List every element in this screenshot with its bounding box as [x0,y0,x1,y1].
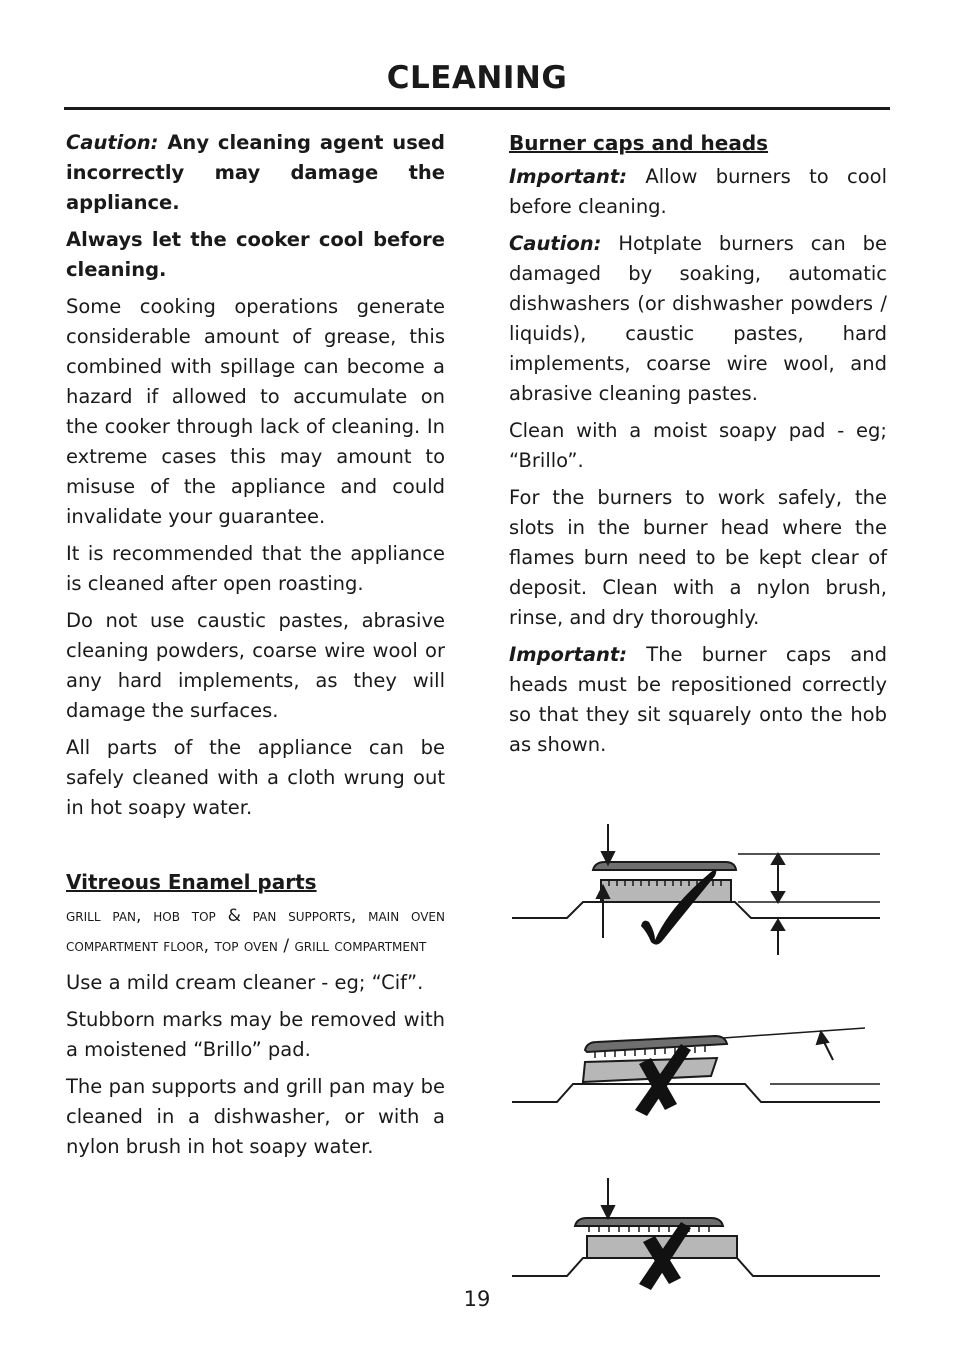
arrow-down-icon [772,892,784,902]
stubborn-marks-paragraph: Stubborn marks may be removed with a moistened “Brillo” pad. [66,1008,445,1061]
important-cool-paragraph [509,162,887,222]
caution-damage-paragraph [509,229,887,409]
left-column [66,128,445,1169]
burner-diagram-offset [505,1172,885,1292]
caution-text: Any cleaning agent used incorrectly may damage the appliance. [66,131,445,214]
important-label: Important: [509,643,628,666]
important-cool-text: Allow burners to cool before cleaning. [509,165,887,218]
grease-paragraph: Some cooking operations generate considerable amount of grease, this combined with spillage can become a hazard if allowed to accumulate on the cooker through lack of cleaning. In extreme cases this may amount to misuse of the appliance and could invalidate your guarantee. [66,295,445,528]
title-divider [64,107,890,110]
reposition-paragraph [509,640,887,760]
arrow-down-icon [602,1206,614,1218]
caution-damage-text: Hotplate burners can be damaged by soaking, automatic dishwashers (or dishwasher powders / liquids), caustic pastes, hard implements, coarse wire wool, and abrasive cleaning pastes. [509,232,887,405]
burner-heading: Burner caps and heads [509,131,769,155]
section-spacer [66,830,445,867]
hob-surface-line [512,1258,880,1276]
slots-paragraph: For the burners to work safely, the slots in the burner head where the flames burn need to be kept clear of deposit. Clean with a nylon brush, rinse, and dry thoroughly. [509,486,887,629]
reposition-text: The burner caps and heads must be repositioned correctly so that they sit squarely onto the hob as shown. [509,643,887,756]
cream-cleaner-paragraph: Use a mild cream cleaner - eg; “Cif”. [66,971,424,994]
vitreous-parts-list: grill pan, hob top & pan supports, main oven compartment floor, top oven / grill compartment [66,906,445,956]
important-label: Important: [509,165,628,188]
burner-cap [593,862,736,870]
arrow-up-icon [772,920,784,930]
caution-label: Caution: [66,131,159,154]
caution-label: Caution: [509,232,602,255]
caution-paragraph [66,128,445,218]
moist-pad-paragraph: Clean with a moist soapy pad - eg; “Brillo”. [509,419,887,472]
arrow-up-icon [817,1032,828,1044]
burner-cap [575,1218,723,1226]
burner-diagram-correct [505,818,885,958]
roasting-paragraph: It is recommended that the appliance is cleaned after open roasting. [66,542,445,595]
page-number: 19 [463,1287,491,1311]
arrow-up-icon [772,854,784,864]
caustic-paragraph: Do not use caustic pastes, abrasive cleaning powders, coarse wire wool or any hard implements, as they will damage the surfaces. [66,609,445,722]
page-title: CLEANING [386,60,568,96]
dishwasher-paragraph: The pan supports and grill pan may be cleaned in a dishwasher, or with a nylon brush in hot soapy water. [66,1075,445,1158]
cool-warning: Always let the cooker cool before cleaning. [66,228,445,281]
hob-surface-line [512,1084,880,1102]
vitreous-heading: Vitreous Enamel parts [66,870,317,894]
burner-diagram-tilted [505,1020,885,1130]
soapy-water-paragraph: All parts of the appliance can be safely cleaned with a cloth wrung out in hot soapy water. [66,736,445,819]
hob-surface-line [512,902,880,918]
burner-head [601,880,731,902]
right-column [509,128,887,767]
